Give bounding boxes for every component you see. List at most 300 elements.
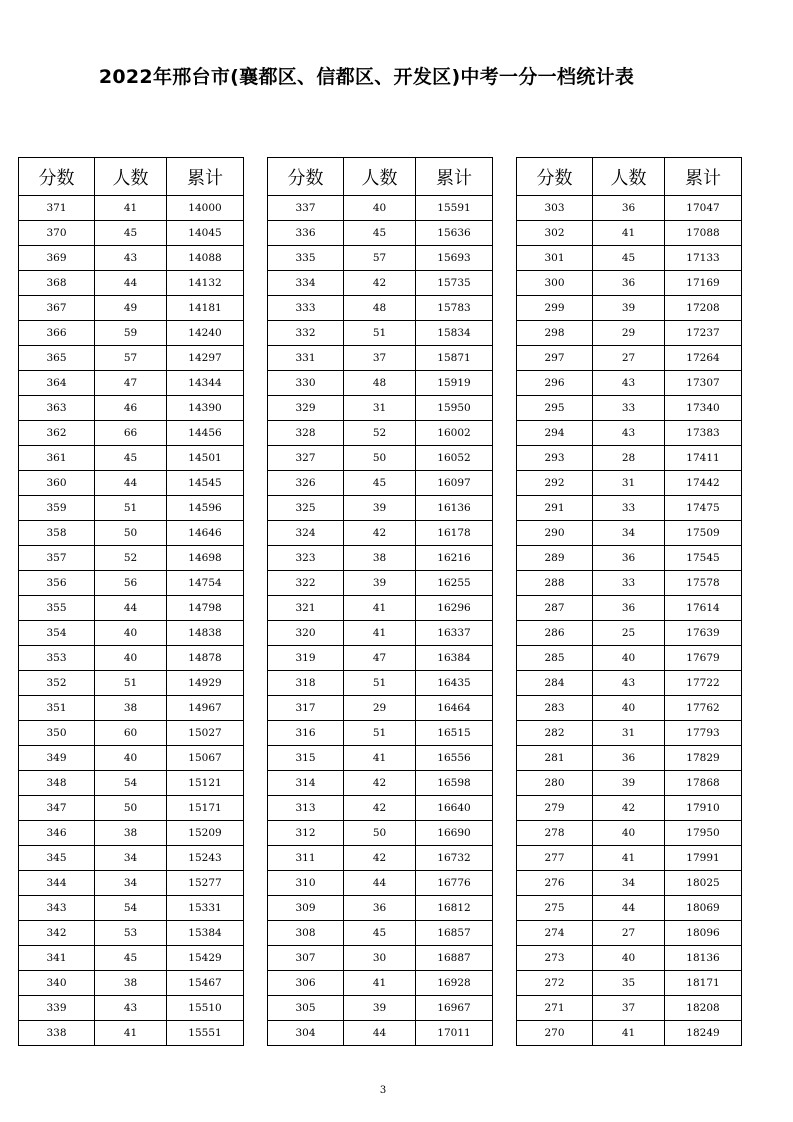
table-row <box>268 271 493 296</box>
count-cell: 34 <box>95 871 167 896</box>
cumulative-cell: 16515 <box>416 721 493 746</box>
score-cell: 365 <box>19 346 95 371</box>
cumulative-cell: 17991 <box>665 846 742 871</box>
score-cell: 347 <box>19 796 95 821</box>
score-cell: 319 <box>268 646 344 671</box>
score-cell: 324 <box>268 521 344 546</box>
count-cell: 36 <box>593 746 665 771</box>
count-cell: 42 <box>344 771 416 796</box>
count-cell: 40 <box>593 821 665 846</box>
cumulative-cell: 14929 <box>167 671 244 696</box>
count-cell: 43 <box>593 671 665 696</box>
score-cell: 315 <box>268 746 344 771</box>
score-cell: 310 <box>268 871 344 896</box>
table-row <box>517 296 742 321</box>
cumulative-cell: 17047 <box>665 196 742 221</box>
cumulative-cell: 14456 <box>167 421 244 446</box>
cumulative-cell: 16052 <box>416 446 493 471</box>
table-row <box>268 571 493 596</box>
count-cell: 50 <box>95 796 167 821</box>
score-cell: 306 <box>268 971 344 996</box>
table-row <box>517 821 742 846</box>
count-cell: 35 <box>593 971 665 996</box>
cumulative-cell: 16967 <box>416 996 493 1021</box>
score-cell: 291 <box>517 496 593 521</box>
cumulative-cell: 18096 <box>665 921 742 946</box>
table-row <box>268 246 493 271</box>
table-row <box>268 646 493 671</box>
count-cell: 40 <box>593 646 665 671</box>
count-cell: 51 <box>344 321 416 346</box>
table-row <box>19 246 244 271</box>
cumulative-cell: 17829 <box>665 746 742 771</box>
cumulative-cell: 15693 <box>416 246 493 271</box>
cumulative-cell: 18069 <box>665 896 742 921</box>
score-cell: 358 <box>19 521 95 546</box>
score-table-3 <box>516 157 742 1046</box>
score-cell: 341 <box>19 946 95 971</box>
count-cell: 45 <box>95 446 167 471</box>
count-cell: 44 <box>344 871 416 896</box>
cumulative-cell: 17722 <box>665 671 742 696</box>
table-row <box>517 246 742 271</box>
score-cell: 284 <box>517 671 593 696</box>
table-row <box>517 671 742 696</box>
cumulative-cell: 15735 <box>416 271 493 296</box>
table-header-row <box>268 158 493 196</box>
count-cell: 56 <box>95 571 167 596</box>
table-row <box>268 746 493 771</box>
score-cell: 316 <box>268 721 344 746</box>
score-cell: 329 <box>268 396 344 421</box>
count-cell: 53 <box>95 921 167 946</box>
score-cell: 293 <box>517 446 593 471</box>
table-row <box>268 721 493 746</box>
table-row <box>268 796 493 821</box>
count-cell: 50 <box>344 446 416 471</box>
cumulative-cell: 17614 <box>665 596 742 621</box>
score-cell: 304 <box>268 1021 344 1046</box>
score-cell: 313 <box>268 796 344 821</box>
count-cell: 44 <box>593 896 665 921</box>
cumulative-cell: 14596 <box>167 496 244 521</box>
score-cell: 298 <box>517 321 593 346</box>
table-row <box>517 746 742 771</box>
cumulative-cell: 17340 <box>665 396 742 421</box>
cumulative-cell: 17762 <box>665 696 742 721</box>
cumulative-cell: 18249 <box>665 1021 742 1046</box>
score-cell: 344 <box>19 871 95 896</box>
table-row <box>19 721 244 746</box>
table-row <box>517 471 742 496</box>
score-table-2 <box>267 157 493 1046</box>
cumulative-cell: 15067 <box>167 746 244 771</box>
score-cell: 272 <box>517 971 593 996</box>
cumulative-cell: 14878 <box>167 646 244 671</box>
header-count: 人数 <box>344 158 416 196</box>
score-cell: 299 <box>517 296 593 321</box>
table-row <box>517 321 742 346</box>
count-cell: 37 <box>344 346 416 371</box>
table-row <box>19 521 244 546</box>
count-cell: 45 <box>593 246 665 271</box>
table-row <box>19 496 244 521</box>
count-cell: 57 <box>344 246 416 271</box>
count-cell: 59 <box>95 321 167 346</box>
score-cell: 348 <box>19 771 95 796</box>
count-cell: 41 <box>95 196 167 221</box>
cumulative-cell: 15331 <box>167 896 244 921</box>
table-row <box>19 396 244 421</box>
cumulative-cell: 16136 <box>416 496 493 521</box>
table-row <box>19 646 244 671</box>
count-cell: 44 <box>95 471 167 496</box>
cumulative-cell: 15510 <box>167 996 244 1021</box>
cumulative-cell: 16296 <box>416 596 493 621</box>
score-cell: 331 <box>268 346 344 371</box>
table-row <box>517 971 742 996</box>
header-score: 分数 <box>19 158 95 196</box>
table-row <box>517 421 742 446</box>
count-cell: 38 <box>95 696 167 721</box>
cumulative-cell: 16887 <box>416 946 493 971</box>
cumulative-cell: 15591 <box>416 196 493 221</box>
score-cell: 338 <box>19 1021 95 1046</box>
cumulative-cell: 14132 <box>167 271 244 296</box>
table-row <box>517 621 742 646</box>
table-row <box>19 221 244 246</box>
table-row <box>268 846 493 871</box>
count-cell: 47 <box>95 371 167 396</box>
score-cell: 366 <box>19 321 95 346</box>
score-cell: 330 <box>268 371 344 396</box>
table-row <box>517 646 742 671</box>
score-cell: 312 <box>268 821 344 846</box>
table-row <box>19 571 244 596</box>
table-row <box>517 1021 742 1046</box>
cumulative-cell: 17307 <box>665 371 742 396</box>
count-cell: 39 <box>344 496 416 521</box>
score-cell: 325 <box>268 496 344 521</box>
table-row <box>19 871 244 896</box>
table-row <box>268 446 493 471</box>
score-cell: 280 <box>517 771 593 796</box>
table-row <box>268 521 493 546</box>
table-row <box>19 546 244 571</box>
score-cell: 279 <box>517 796 593 821</box>
cumulative-cell: 15384 <box>167 921 244 946</box>
score-cell: 289 <box>517 546 593 571</box>
score-cell: 328 <box>268 421 344 446</box>
table-row <box>517 946 742 971</box>
cumulative-cell: 15243 <box>167 846 244 871</box>
score-cell: 343 <box>19 896 95 921</box>
table-header-row <box>517 158 742 196</box>
score-cell: 368 <box>19 271 95 296</box>
score-cell: 288 <box>517 571 593 596</box>
header-score: 分数 <box>268 158 344 196</box>
score-cell: 326 <box>268 471 344 496</box>
score-cell: 342 <box>19 921 95 946</box>
count-cell: 30 <box>344 946 416 971</box>
table-row <box>268 821 493 846</box>
cumulative-cell: 16928 <box>416 971 493 996</box>
count-cell: 49 <box>95 296 167 321</box>
count-cell: 66 <box>95 421 167 446</box>
cumulative-cell: 18208 <box>665 996 742 1021</box>
score-cell: 337 <box>268 196 344 221</box>
table-row <box>517 371 742 396</box>
table-row <box>517 871 742 896</box>
count-cell: 40 <box>593 946 665 971</box>
cumulative-cell: 16255 <box>416 571 493 596</box>
table-row <box>19 471 244 496</box>
count-cell: 43 <box>593 421 665 446</box>
table-row <box>19 421 244 446</box>
score-cell: 349 <box>19 746 95 771</box>
score-cell: 367 <box>19 296 95 321</box>
table-row <box>268 1021 493 1046</box>
score-cell: 274 <box>517 921 593 946</box>
cumulative-cell: 14088 <box>167 246 244 271</box>
cumulative-cell: 15027 <box>167 721 244 746</box>
table-row <box>19 771 244 796</box>
table-row <box>517 346 742 371</box>
count-cell: 28 <box>593 446 665 471</box>
score-cell: 339 <box>19 996 95 1021</box>
count-cell: 60 <box>95 721 167 746</box>
score-cell: 332 <box>268 321 344 346</box>
count-cell: 40 <box>593 696 665 721</box>
score-cell: 359 <box>19 496 95 521</box>
score-cell: 362 <box>19 421 95 446</box>
count-cell: 42 <box>344 846 416 871</box>
cumulative-cell: 14297 <box>167 346 244 371</box>
count-cell: 36 <box>593 596 665 621</box>
count-cell: 41 <box>344 971 416 996</box>
cumulative-cell: 16598 <box>416 771 493 796</box>
table-row <box>517 496 742 521</box>
table-row <box>268 596 493 621</box>
cumulative-cell: 18025 <box>665 871 742 896</box>
score-cell: 361 <box>19 446 95 471</box>
score-cell: 292 <box>517 471 593 496</box>
table-row <box>268 896 493 921</box>
score-cell: 290 <box>517 521 593 546</box>
page-title: 2022年邢台市(襄都区、信都区、开发区)中考一分一档统计表 <box>98 66 635 88</box>
cumulative-cell: 17133 <box>665 246 742 271</box>
cumulative-cell: 17169 <box>665 271 742 296</box>
cumulative-cell: 14000 <box>167 196 244 221</box>
count-cell: 42 <box>344 796 416 821</box>
score-cell: 327 <box>268 446 344 471</box>
count-cell: 43 <box>593 371 665 396</box>
score-cell: 333 <box>268 296 344 321</box>
count-cell: 39 <box>593 771 665 796</box>
score-cell: 303 <box>517 196 593 221</box>
table-row <box>517 721 742 746</box>
cumulative-cell: 16435 <box>416 671 493 696</box>
cumulative-cell: 14240 <box>167 321 244 346</box>
table-row <box>268 296 493 321</box>
cumulative-cell: 16178 <box>416 521 493 546</box>
cumulative-cell: 14698 <box>167 546 244 571</box>
count-cell: 31 <box>344 396 416 421</box>
cumulative-cell: 14390 <box>167 396 244 421</box>
cumulative-cell: 17578 <box>665 571 742 596</box>
count-cell: 41 <box>95 1021 167 1046</box>
cumulative-cell: 15277 <box>167 871 244 896</box>
count-cell: 34 <box>593 871 665 896</box>
table-row <box>268 421 493 446</box>
cumulative-cell: 16216 <box>416 546 493 571</box>
cumulative-cell: 17208 <box>665 296 742 321</box>
count-cell: 29 <box>593 321 665 346</box>
table-row <box>19 971 244 996</box>
count-cell: 54 <box>95 896 167 921</box>
count-cell: 52 <box>344 421 416 446</box>
cumulative-cell: 15209 <box>167 821 244 846</box>
table-row <box>517 221 742 246</box>
cumulative-cell: 17639 <box>665 621 742 646</box>
table-row <box>517 771 742 796</box>
score-cell: 371 <box>19 196 95 221</box>
count-cell: 33 <box>593 571 665 596</box>
count-cell: 42 <box>593 796 665 821</box>
table-row <box>268 871 493 896</box>
cumulative-cell: 16464 <box>416 696 493 721</box>
count-cell: 37 <box>593 996 665 1021</box>
count-cell: 51 <box>95 671 167 696</box>
cumulative-cell: 15871 <box>416 346 493 371</box>
count-cell: 51 <box>344 721 416 746</box>
table-row <box>517 921 742 946</box>
cumulative-cell: 16776 <box>416 871 493 896</box>
score-cell: 276 <box>517 871 593 896</box>
cumulative-cell: 16812 <box>416 896 493 921</box>
table-row <box>268 346 493 371</box>
table-row <box>19 896 244 921</box>
score-cell: 352 <box>19 671 95 696</box>
cumulative-cell: 15919 <box>416 371 493 396</box>
table-row <box>268 996 493 1021</box>
count-cell: 27 <box>593 921 665 946</box>
score-cell: 297 <box>517 346 593 371</box>
table-row <box>268 496 493 521</box>
header-count: 人数 <box>593 158 665 196</box>
score-cell: 320 <box>268 621 344 646</box>
count-cell: 45 <box>344 471 416 496</box>
cumulative-cell: 16690 <box>416 821 493 846</box>
table-row <box>19 946 244 971</box>
table-row <box>19 621 244 646</box>
score-cell: 275 <box>517 896 593 921</box>
score-cell: 322 <box>268 571 344 596</box>
table-row <box>517 446 742 471</box>
score-cell: 314 <box>268 771 344 796</box>
table-row <box>19 746 244 771</box>
count-cell: 46 <box>95 396 167 421</box>
header-cumulative: 累计 <box>665 158 742 196</box>
score-cell: 360 <box>19 471 95 496</box>
cumulative-cell: 16002 <box>416 421 493 446</box>
score-cell: 321 <box>268 596 344 621</box>
score-cell: 277 <box>517 846 593 871</box>
cumulative-cell: 17509 <box>665 521 742 546</box>
table-row <box>268 321 493 346</box>
table-row <box>517 546 742 571</box>
cumulative-cell: 14798 <box>167 596 244 621</box>
score-cell: 287 <box>517 596 593 621</box>
count-cell: 33 <box>593 496 665 521</box>
table-row <box>268 771 493 796</box>
score-cell: 317 <box>268 696 344 721</box>
header-score: 分数 <box>517 158 593 196</box>
table-row <box>517 571 742 596</box>
score-cell: 334 <box>268 271 344 296</box>
score-cell: 354 <box>19 621 95 646</box>
cumulative-cell: 16640 <box>416 796 493 821</box>
cumulative-cell: 17442 <box>665 471 742 496</box>
table-row <box>268 921 493 946</box>
table-row <box>268 196 493 221</box>
table-row <box>517 996 742 1021</box>
score-cell: 270 <box>517 1021 593 1046</box>
score-cell: 357 <box>19 546 95 571</box>
table-row <box>268 946 493 971</box>
count-cell: 47 <box>344 646 416 671</box>
count-cell: 40 <box>95 621 167 646</box>
table-row <box>268 621 493 646</box>
score-cell: 286 <box>517 621 593 646</box>
table-row <box>19 371 244 396</box>
count-cell: 40 <box>95 746 167 771</box>
table-row <box>517 271 742 296</box>
count-cell: 40 <box>95 646 167 671</box>
score-cell: 351 <box>19 696 95 721</box>
table-row <box>19 696 244 721</box>
table-row <box>517 521 742 546</box>
header-cumulative: 累计 <box>416 158 493 196</box>
table-row <box>19 996 244 1021</box>
count-cell: 41 <box>344 621 416 646</box>
cumulative-cell: 17264 <box>665 346 742 371</box>
cumulative-cell: 16556 <box>416 746 493 771</box>
count-cell: 41 <box>344 746 416 771</box>
cumulative-cell: 17411 <box>665 446 742 471</box>
cumulative-cell: 14344 <box>167 371 244 396</box>
header-count: 人数 <box>95 158 167 196</box>
count-cell: 45 <box>95 221 167 246</box>
score-cell: 318 <box>268 671 344 696</box>
count-cell: 34 <box>95 846 167 871</box>
score-cell: 323 <box>268 546 344 571</box>
cumulative-cell: 17383 <box>665 421 742 446</box>
cumulative-cell: 18136 <box>665 946 742 971</box>
score-cell: 340 <box>19 971 95 996</box>
score-cell: 336 <box>268 221 344 246</box>
score-cell: 301 <box>517 246 593 271</box>
count-cell: 44 <box>344 1021 416 1046</box>
score-cell: 353 <box>19 646 95 671</box>
table-row <box>19 321 244 346</box>
table-row <box>517 696 742 721</box>
cumulative-cell: 14646 <box>167 521 244 546</box>
score-cell: 355 <box>19 596 95 621</box>
table-row <box>19 671 244 696</box>
cumulative-cell: 16097 <box>416 471 493 496</box>
cumulative-cell: 17011 <box>416 1021 493 1046</box>
